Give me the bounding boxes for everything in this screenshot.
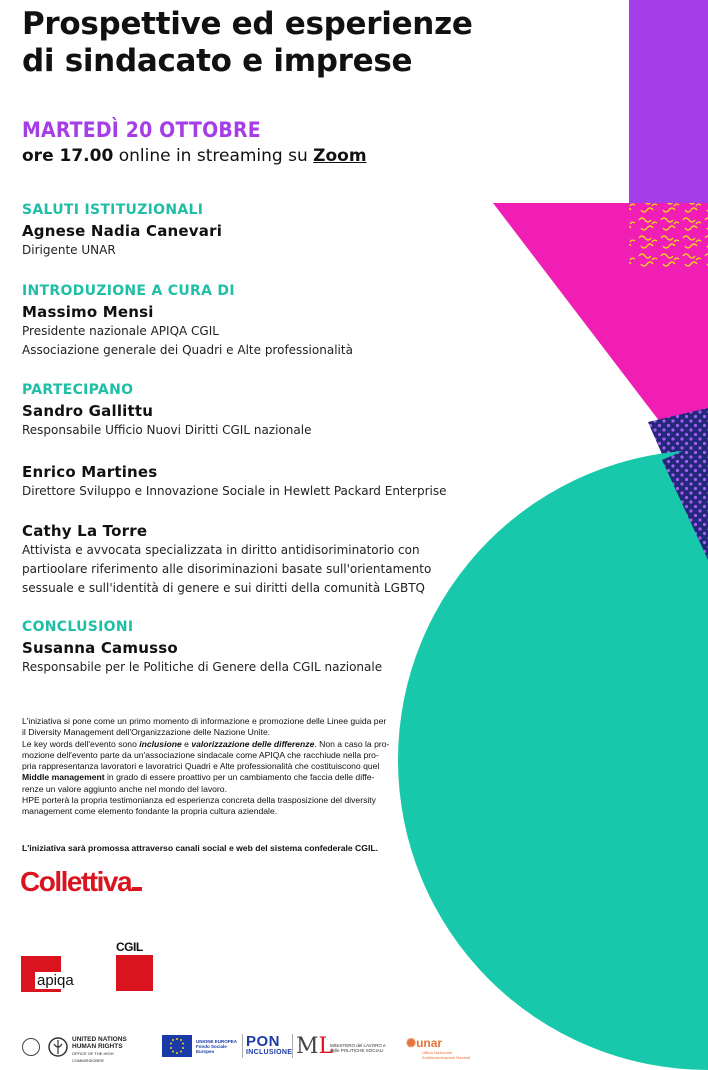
pon-inclusione-logo xyxy=(246,1034,292,1056)
speaker-name: Cathy La Torre xyxy=(22,522,148,540)
apiqa-logo xyxy=(21,956,83,992)
title-line-1: Prospettive ed esperienze xyxy=(22,6,473,42)
un-human-rights-text xyxy=(72,1036,142,1064)
section-saluti xyxy=(22,201,492,260)
purple-bar xyxy=(629,0,708,205)
section-introduzione xyxy=(22,282,492,360)
section-heading: PARTECIPANO xyxy=(22,382,134,398)
body-line: Le key words dell'evento sono xyxy=(22,738,140,749)
body-line: mozione dell'evento parte da un'associazione sindacale come APIQA che racchiude nella pro- xyxy=(22,749,379,760)
speaker-role: Responsabile per le Politiche di Genere della CGIL nazionale xyxy=(22,660,383,674)
eu-text: UNIONE EUROPEA Fondo Sociale Europeo xyxy=(196,1039,237,1054)
body-line: renze un valore aggiunto anche nel mondo del lavoro. xyxy=(22,783,227,794)
zoom-link[interactable]: Zoom xyxy=(313,146,367,166)
cgil-logo xyxy=(116,940,154,991)
body-line: il Diversity Management dell'Organizzazione delle Nazione Unite. xyxy=(22,727,271,738)
body-line: management come elemento fondante la propria cultura aziendale. xyxy=(22,806,278,817)
speaker-name: Enrico Martines xyxy=(22,463,158,481)
speaker-role: Dirigente UNAR xyxy=(22,243,116,257)
unar-text: unar xyxy=(416,1036,443,1050)
keyword-middle-management: Middle management xyxy=(22,772,105,783)
squiggle-patch xyxy=(629,203,708,267)
event-date: MARTEDÌ 20 OTTOBRE xyxy=(22,118,261,142)
speaker-la-torre xyxy=(22,521,492,598)
inclusione-text: INCLUSIONE xyxy=(246,1049,293,1056)
unar-subtitle: Ufficio Nazionale Antidiscriminazioni Razziali xyxy=(422,1050,471,1060)
speaker-name: Sandro Gallittu xyxy=(22,402,154,420)
speaker-role: Responsabile Ufficio Nuovi Diritti CGIL nazionale xyxy=(22,423,312,437)
section-conclusioni xyxy=(22,618,492,677)
keyword-valorizzazione: valorizzazione delle differenze xyxy=(191,738,315,749)
speaker-martines xyxy=(22,462,492,501)
speaker-role: Associazione generale dei Quadri e Alte professionalità xyxy=(22,343,353,357)
un-title: UNITED NATIONS HUMAN RIGHTS xyxy=(72,1036,127,1050)
section-partecipano xyxy=(22,381,492,440)
human-rights-icon xyxy=(48,1036,68,1058)
title-line-2: di sindacato e imprese xyxy=(22,43,413,79)
pon-text: PON xyxy=(246,1033,281,1050)
sponsor-logos xyxy=(0,1028,500,1064)
speaker-role: Presidente nazionale APIQA CGIL xyxy=(22,324,219,338)
speaker-name: Agnese Nadia Canevari xyxy=(22,222,223,240)
body-line: in grado di essere proattivo per un cambiamento che faccia delle diffe- xyxy=(104,772,375,783)
speaker-role: partioolare riferimento alle disoriminazioni basate sull'orientamento xyxy=(22,562,432,576)
section-heading: SALUTI ISTITUZIONALI xyxy=(22,202,204,218)
keyword-inclusione: inclusione xyxy=(139,738,182,749)
eu-flag-icon xyxy=(162,1035,192,1057)
speaker-role: sessuale e sull'identità di genere e sui diritti della comunità LGBTQ xyxy=(22,581,425,595)
section-heading: INTRODUZIONE A CURA DI xyxy=(22,283,235,299)
un-emblem-icon xyxy=(22,1038,40,1056)
speaker-name: Susanna Camusso xyxy=(22,639,178,657)
ministero-emblem-icon: ML xyxy=(296,1034,334,1059)
collettiva-logo-text: Collettiva xyxy=(20,866,132,897)
speaker-role: Direttore Sviluppo e Innovazione Sociale in Hewlett Packard Enterprise xyxy=(22,484,447,498)
body-line: HPE porterà la propria testimonianza ed esperienza concreta della trasposizione del diversity xyxy=(22,795,376,806)
section-heading: CONCLUSIONI xyxy=(22,619,134,635)
speaker-name: Massimo Mensi xyxy=(22,303,154,321)
body-line: . Non a caso la pro- xyxy=(314,738,390,749)
un-subtitle: OFFICE OF THE HIGH COMMISSIONER xyxy=(72,1051,114,1063)
event-title xyxy=(22,6,622,80)
description-text xyxy=(22,716,477,818)
body-line: pria rappresentanza lavoratori e lavoratrici Quadri e Alte professionalità che costituiscono quel xyxy=(22,761,380,772)
promo-note: L'iniziativa sarà promossa attraverso canali social e web del sistema confederale CGIL. xyxy=(22,843,378,853)
collettiva-logo xyxy=(20,866,142,898)
speaker-role: Attivista e avvocata specializzata in diritto antidisoriminatorio con xyxy=(22,543,420,557)
body-line: L'iniziativa si pone come un primo momento di informazione e promozione delle Linee guida per xyxy=(22,716,387,726)
time-value: ore 17.00 xyxy=(22,146,114,166)
ministero-text: MINISTERO del LAVORO e delle POLITICHE SOCIALI xyxy=(330,1043,386,1053)
body-line: e xyxy=(181,738,192,749)
event-time xyxy=(22,146,367,166)
time-description: online in streaming su xyxy=(113,146,314,166)
unar-logo: ✺unar xyxy=(406,1036,443,1050)
cgil-logo-text: CGIL xyxy=(116,940,143,954)
apiqa-logo-text: apiqa xyxy=(37,972,74,989)
